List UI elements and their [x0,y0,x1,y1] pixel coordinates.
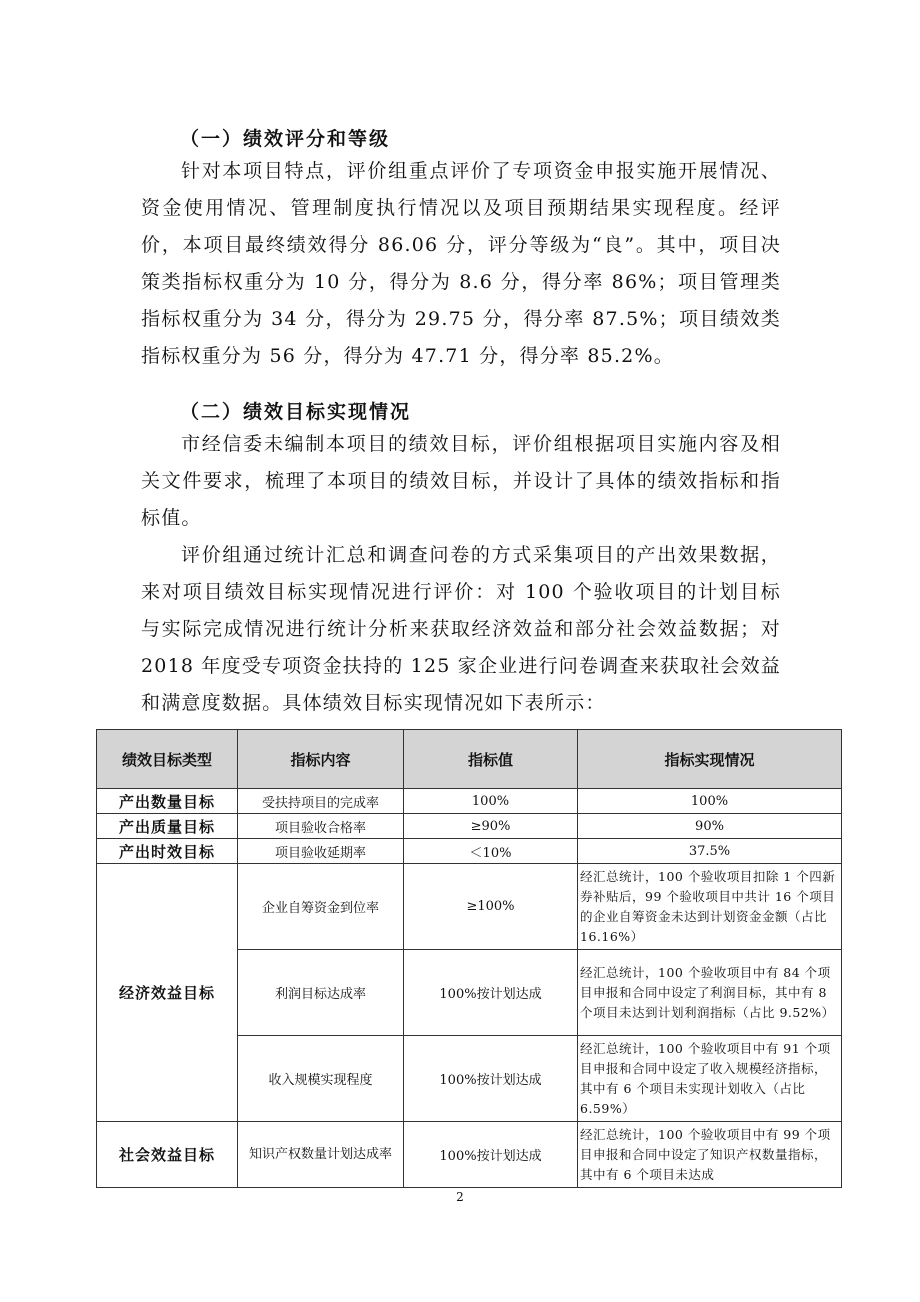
performance-goal-table [96,729,842,1188]
table-row [97,864,842,950]
goal-type-cell: 产出质量目标 [97,814,238,839]
table-row [97,814,842,839]
header-goal-type: 绩效目标类型 [97,730,238,789]
header-target-value: 指标值 [404,730,578,789]
indicator-cell: 项目验收延期率 [238,839,404,864]
paragraph-goal-setting: 市经信委未编制本项目的绩效目标，评价组根据项目实施内容及相关文件要求，梳理了本项目的绩效目标，并设计了具体的绩效指标和指标值。 [141,433,781,529]
goal-type-cell: 经济效益目标 [97,864,238,1122]
indicator-cell: 利润目标达成率 [238,950,404,1036]
result-cell: 37.5% [578,839,842,864]
indicator-cell: 企业自筹资金到位率 [238,864,404,950]
paragraph-data-collection: 评价组通过统计汇总和调查问卷的方式采集项目的产出效果数据，来对项目绩效目标实现情况进行评价：对 100 个验收项目的计划目标与实际完成情况进行统计分析来获取经济效益和部分社会效益数据；对 2018 年度受专项资金扶持的 125 家企业进行问卷调查来获取社会效益和满意度数据。具体绩效目标实现情况如下表所示： [141,544,781,714]
header-achievement: 指标实现情况 [578,730,842,789]
table-row [97,789,842,814]
indicator-cell: 收入规模实现程度 [238,1036,404,1122]
table-row [97,839,842,864]
section-heading-performance-score: （一）绩效评分和等级 [180,128,391,150]
result-cell: 90% [578,814,842,839]
target-cell: 100%按计划达成 [404,1036,578,1122]
indicator-cell: 知识产权数量计划达成率 [238,1122,404,1188]
table-row [97,1122,842,1188]
section-heading-goal-achievement: （二）绩效目标实现情况 [180,401,412,423]
table-header-row [97,730,842,789]
target-cell: 100%按计划达成 [404,950,578,1036]
result-cell: 经汇总统计，100 个验收项目中有 84 个项目申报和合同中设定了利润目标，其中有 8 个项目未达到计划利润指标（占比 9.52%） [578,950,842,1036]
target-cell: 100%按计划达成 [404,1122,578,1188]
result-cell: 100% [578,789,842,814]
target-cell: ≥100% [404,864,578,950]
indicator-cell: 项目验收合格率 [238,814,404,839]
page-number: 2 [456,1190,464,1204]
target-cell: 100% [404,789,578,814]
paragraph-performance-score: 针对本项目特点，评价组重点评价了专项资金申报实施开展情况、资金使用情况、管理制度执行情况以及项目预期结果实现程度。经评价，本项目最终绩效得分 86.06 分，评分等级为“良”。其中，项目决策类指标权重分为 10 分，得分为 8.6 分，得分率 86%；项目管理类指标权重分为 34 分，得分为 29.75 分，得分率 87.5%；项目绩效类指标权重分为 56 分，得分为 47.71 分，得分率 85.2%。 [141,160,781,367]
target-cell: ≥90% [404,814,578,839]
result-cell: 经汇总统计，100 个验收项目中有 99 个项目申报和合同中设定了知识产权数量指标，其中有 6 个项目未达成 [578,1122,842,1188]
goal-type-cell: 产出数量目标 [97,789,238,814]
indicator-cell: 受扶持项目的完成率 [238,789,404,814]
result-cell: 经汇总统计，100 个验收项目扣除 1 个四新券补贴后，99 个验收项目中共计 16 个项目的企业自筹资金未达到计划资金金额（占比 16.16%） [578,864,842,950]
header-indicator: 指标内容 [238,730,404,789]
goal-type-cell: 产出时效目标 [97,839,238,864]
target-cell: ＜10% [404,839,578,864]
result-cell: 经汇总统计，100 个验收项目中有 91 个项目申报和合同中设定了收入规模经济指标，其中有 6 个项目未实现计划收入（占比 6.59%） [578,1036,842,1122]
goal-type-cell: 社会效益目标 [97,1122,238,1188]
